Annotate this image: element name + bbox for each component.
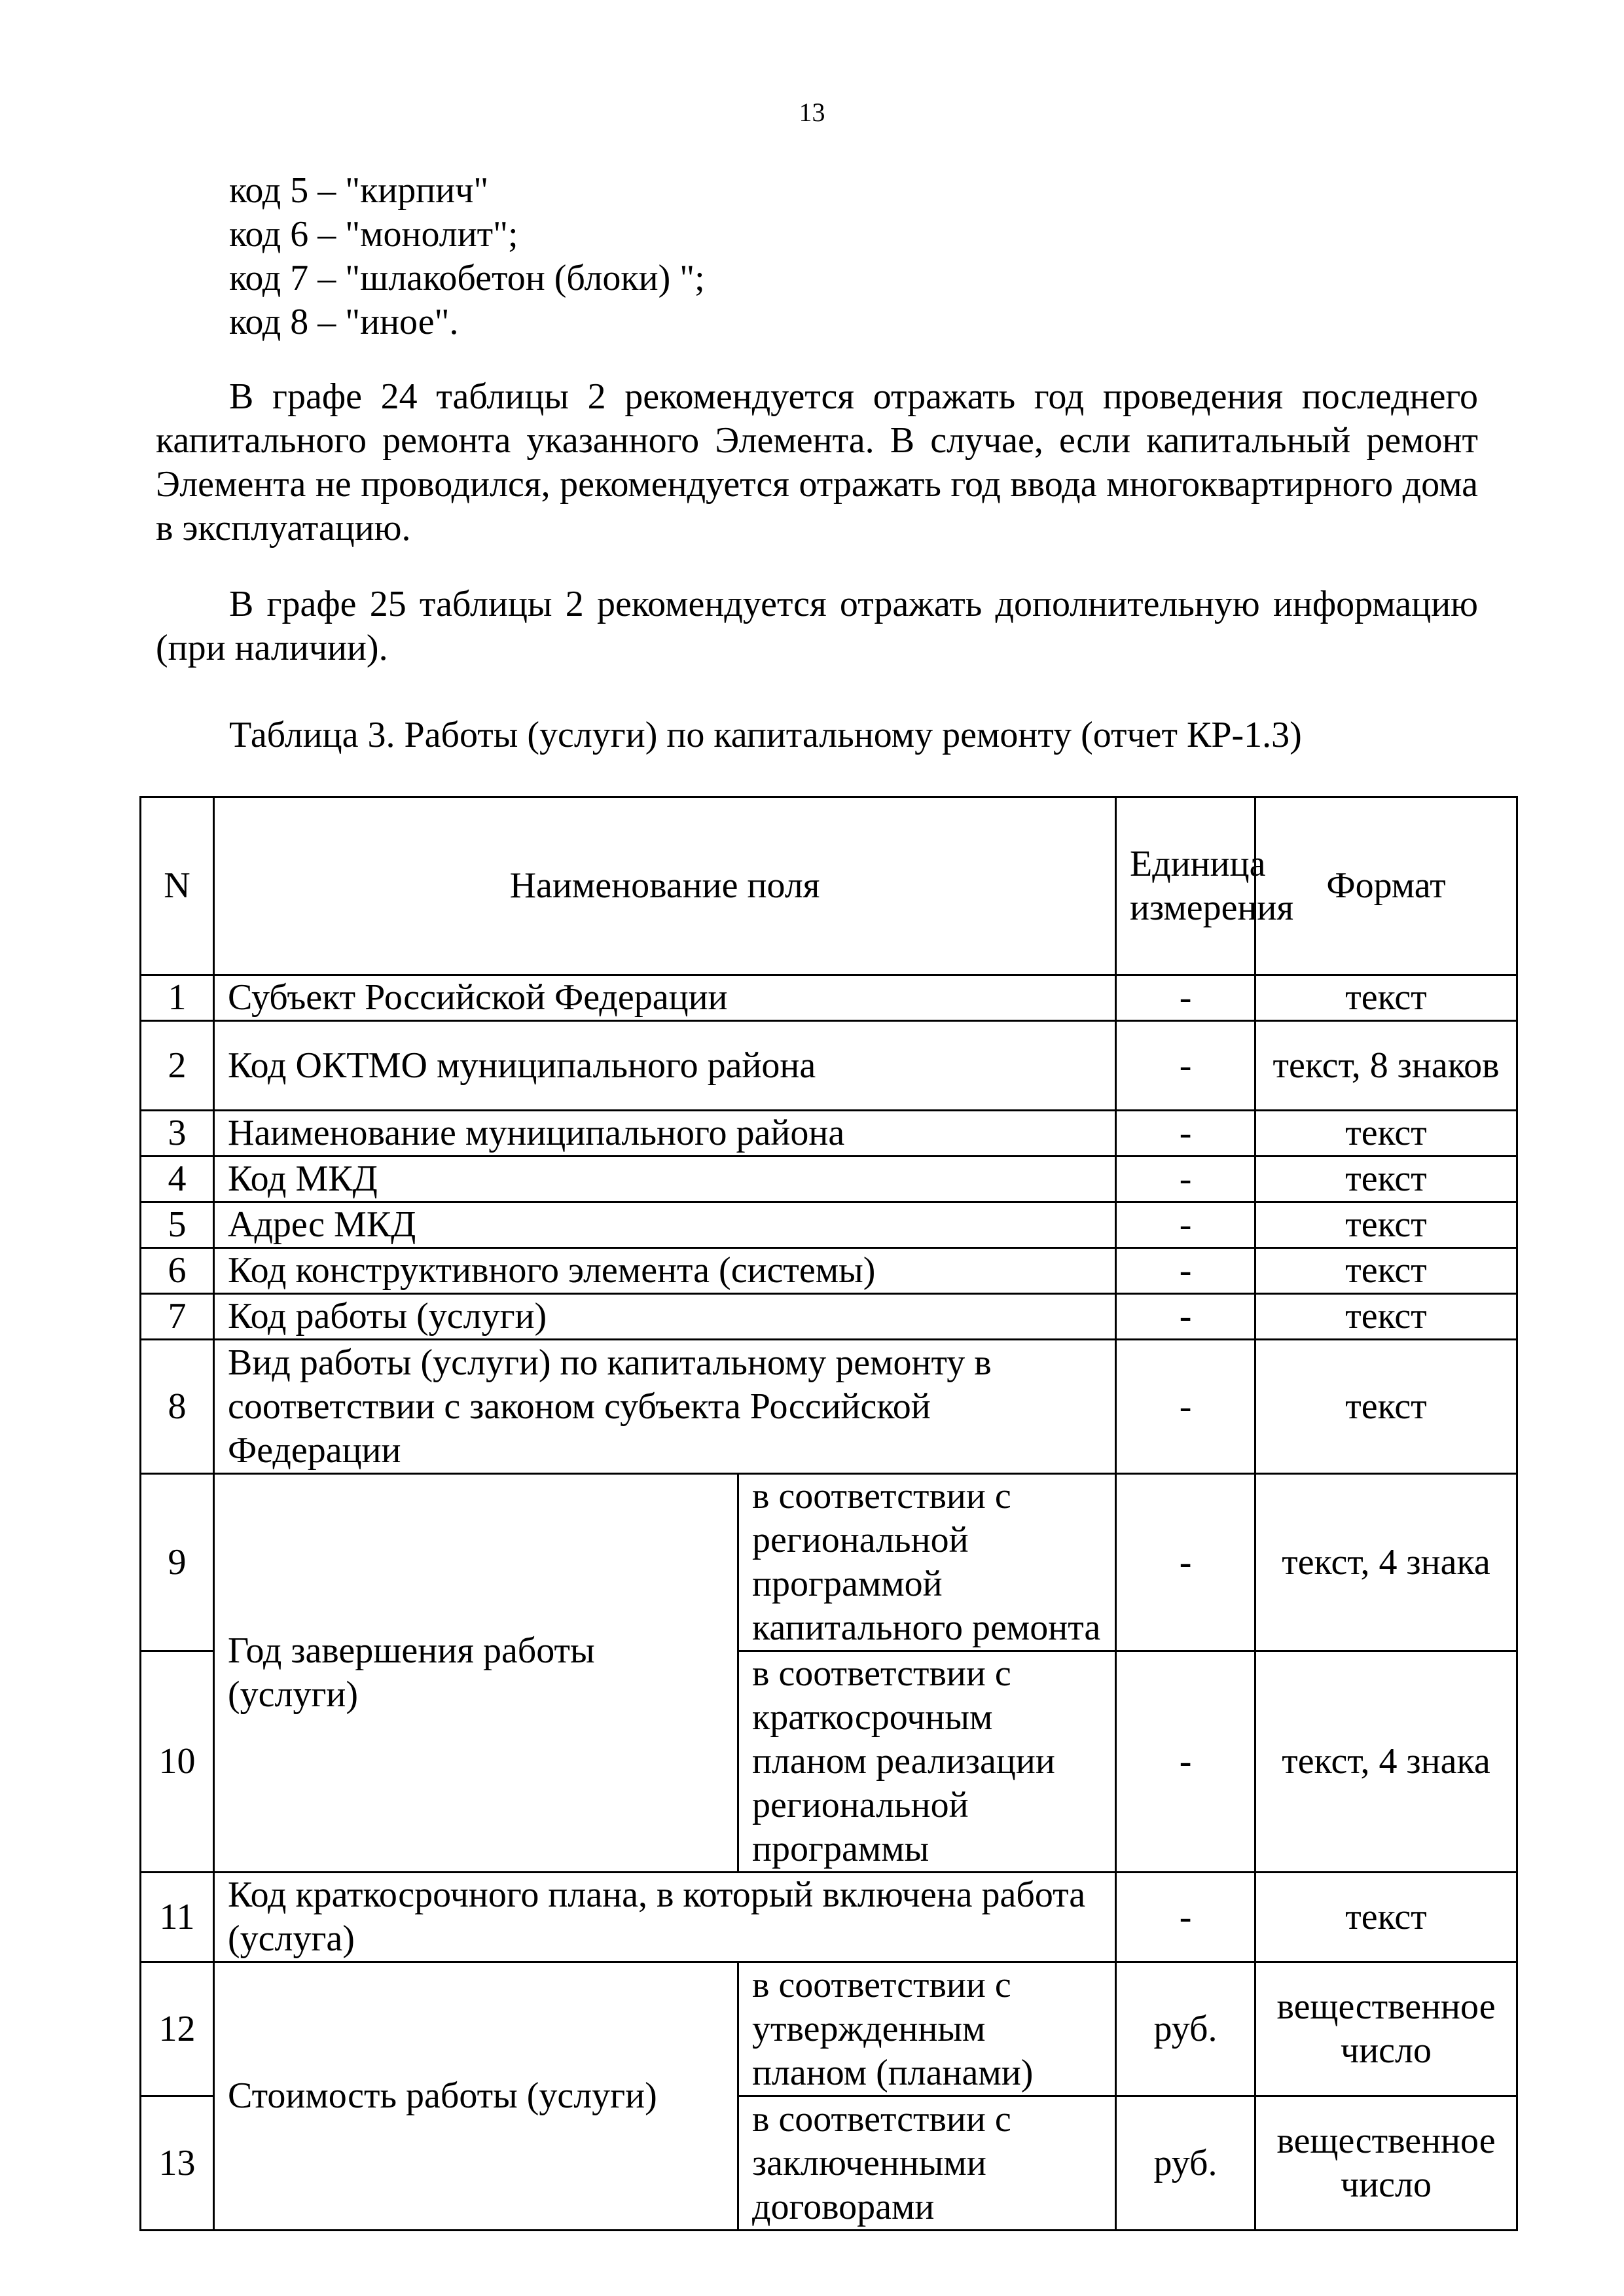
unit-cell: - <box>1116 1157 1255 1202</box>
row-number: 10 <box>141 1651 214 1873</box>
format-cell: текст, 4 знака <box>1255 1474 1517 1651</box>
header-unit: Единица измерения <box>1116 797 1255 975</box>
table-header-row <box>141 797 1517 975</box>
format-cell: вещественное число <box>1255 2096 1517 2231</box>
row-number: 2 <box>141 1021 214 1111</box>
row-number: 6 <box>141 1248 214 1294</box>
row-number: 5 <box>141 1202 214 1248</box>
format-cell: текст, 4 знака <box>1255 1651 1517 1873</box>
table-row <box>141 975 1517 1021</box>
header-field-name: Наименование поля <box>214 797 1116 975</box>
format-cell: текст <box>1255 1873 1517 1962</box>
field-name: Вид работы (услуги) по капитальному ремонту в соответствии с законом субъекта Российской Федерации <box>214 1340 1116 1474</box>
code-line: код 6 – "монолит"; <box>229 214 518 255</box>
group-work-cost: Стоимость работы (услуги) <box>214 1962 738 2231</box>
unit-cell: - <box>1116 1651 1255 1873</box>
row-number: 13 <box>141 2096 214 2231</box>
format-cell: текст <box>1255 975 1517 1021</box>
row-number: 4 <box>141 1157 214 1202</box>
fields-table-main <box>139 796 1518 2231</box>
table-row <box>141 1021 1517 1111</box>
row-number: 3 <box>141 1111 214 1157</box>
format-cell: текст <box>1255 1248 1517 1294</box>
table-row <box>141 1157 1517 1202</box>
code-line: код 8 – "иное". <box>229 302 459 342</box>
unit-cell: - <box>1116 1202 1255 1248</box>
unit-cell: руб. <box>1116 2096 1255 2231</box>
unit-cell: - <box>1116 1873 1255 1962</box>
unit-cell: - <box>1116 1021 1255 1111</box>
code-line: код 5 – "кирпич" <box>229 170 489 211</box>
row-number: 1 <box>141 975 214 1021</box>
format-cell: вещественное число <box>1255 1962 1517 2096</box>
unit-cell: - <box>1116 975 1255 1021</box>
unit-cell: - <box>1116 1474 1255 1651</box>
field-subname: в соответствии с утвержденным планом (планами) <box>738 1962 1116 2096</box>
field-name: Адрес МКД <box>214 1202 1116 1248</box>
format-cell: текст <box>1255 1111 1517 1157</box>
paragraph-column-24: В графе 24 таблицы 2 рекомендуется отражать год проведения последнего капитального ремонта указанного Элемента. В случае, если капитальный ремонт Элемента не проводился, рекомендуется отражать год ввода многоквартирного дома в эксплуатацию. <box>156 376 1478 548</box>
header-format: Формат <box>1255 797 1517 975</box>
format-cell: текст <box>1255 1340 1517 1474</box>
unit-cell: - <box>1116 1340 1255 1474</box>
field-name: Код краткосрочного плана, в который включена работа (услуга) <box>214 1873 1116 1962</box>
code-line: код 7 – "шлакобетон (блоки) "; <box>229 258 705 298</box>
field-name: Код МКД <box>214 1157 1116 1202</box>
row-number: 9 <box>141 1474 214 1651</box>
field-name: Код ОКТМО муниципального района <box>214 1021 1116 1111</box>
row-number: 11 <box>141 1873 214 1962</box>
unit-cell: руб. <box>1116 1962 1255 2096</box>
header-n: N <box>141 797 214 975</box>
table-row <box>141 1294 1517 1340</box>
format-cell: текст <box>1255 1157 1517 1202</box>
field-subname: в соответствии с заключенными договорами <box>738 2096 1116 2231</box>
group-completion-year: Год завершения работы (услуги) <box>214 1474 738 1873</box>
table-row <box>141 1111 1517 1157</box>
field-subname: в соответствии с региональной программой капитального ремонта <box>738 1474 1116 1651</box>
paragraph-column-25: В графе 25 таблицы 2 рекомендуется отражать дополнительную информацию (при наличии). <box>156 584 1478 668</box>
field-name: Код работы (услуги) <box>214 1294 1116 1340</box>
unit-cell: - <box>1116 1111 1255 1157</box>
unit-cell: - <box>1116 1294 1255 1340</box>
table-row <box>141 1962 1517 2096</box>
format-cell: текст, 8 знаков <box>1255 1021 1517 1111</box>
row-number: 7 <box>141 1294 214 1340</box>
code-list <box>229 169 705 344</box>
field-subname: в соответствии с краткосрочным планом реализации региональной программы <box>738 1651 1116 1873</box>
table-row <box>141 1474 1517 1651</box>
format-cell: текст <box>1255 1294 1517 1340</box>
page-number: 13 <box>799 98 825 127</box>
table-row <box>141 1873 1517 1962</box>
format-cell: текст <box>1255 1202 1517 1248</box>
field-name: Субъект Российской Федерации <box>214 975 1116 1021</box>
field-name: Наименование муниципального района <box>214 1111 1116 1157</box>
table-caption: Таблица 3. Работы (услуги) по капитальному ремонту (отчет КР-1.3) <box>229 715 1302 755</box>
table-row <box>141 1340 1517 1474</box>
unit-cell: - <box>1116 1248 1255 1294</box>
row-number: 12 <box>141 1962 214 2096</box>
field-name: Код конструктивного элемента (системы) <box>214 1248 1116 1294</box>
table-row <box>141 1248 1517 1294</box>
row-number: 8 <box>141 1340 214 1474</box>
table-row <box>141 1202 1517 1248</box>
